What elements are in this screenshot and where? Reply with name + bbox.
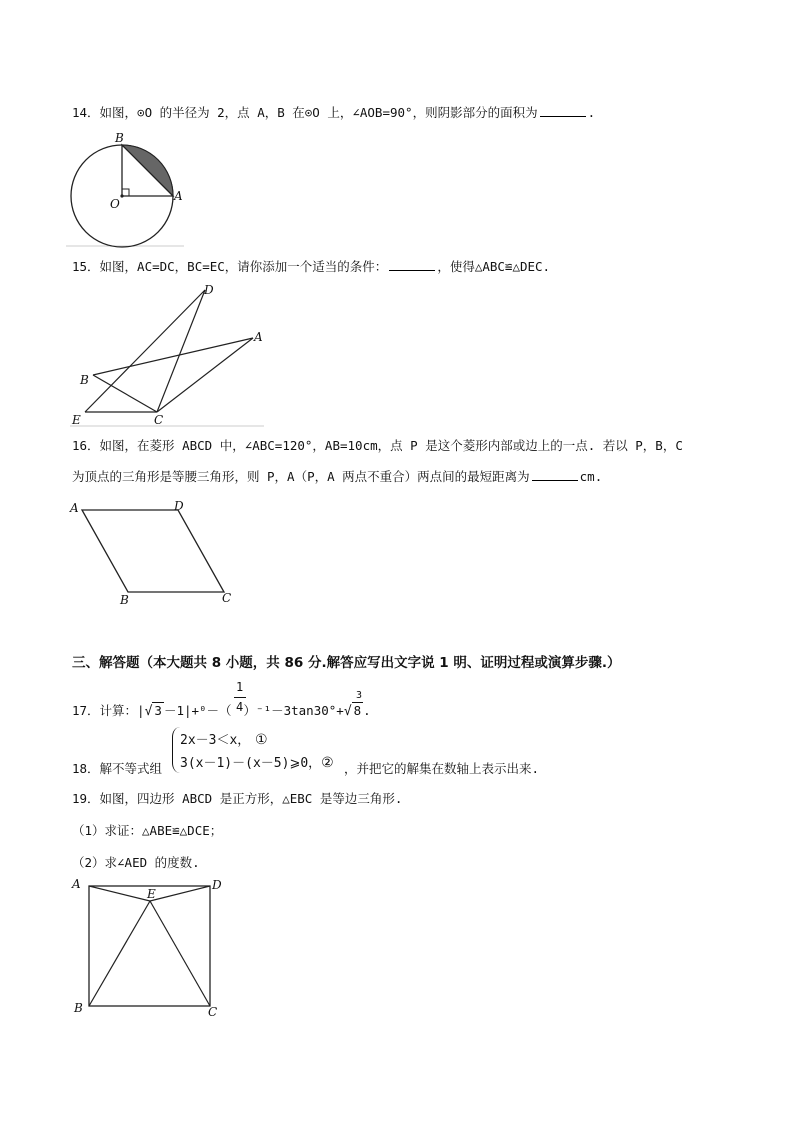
q19-segment-BE	[89, 901, 150, 1006]
q19-label-D: D	[212, 878, 222, 892]
q15-label-D: D	[204, 283, 214, 297]
q14-figure	[62, 126, 190, 250]
q17-frac-den: 4	[236, 700, 244, 714]
q15-answer-blank[interactable]	[389, 258, 435, 271]
q18-suffix: ，并把它的解集在数轴上表示出来.	[344, 761, 540, 776]
q15-text-a: 15．如图，AC=DC，BC=EC，请你添加一个适当的条件：	[72, 259, 388, 274]
q14-answer-blank[interactable]	[540, 104, 586, 117]
q19-label-A: A	[72, 877, 81, 891]
q15-label-B: B	[80, 373, 89, 387]
q14-label-B: B	[115, 131, 124, 145]
q18-inequality-2	[180, 752, 334, 771]
q16-label-D: D	[174, 499, 184, 513]
q16-figure	[66, 496, 246, 612]
q16-rhombus	[82, 510, 224, 592]
q15-text-b: ，使得△ABC≌△DEC.	[437, 259, 551, 274]
q19-text: 19．如图，四边形 ABCD 是正方形，△EBC 是等边三角形.	[72, 791, 403, 806]
q17-part3: ）⁻¹－3tan30°+	[243, 703, 344, 718]
q19-segment-DE	[150, 886, 210, 901]
q15-figure	[68, 280, 268, 430]
q18-prefix: 18．解不等式组	[72, 761, 163, 776]
q19-segment-AE	[89, 886, 150, 901]
q16-label-A: A	[70, 501, 79, 515]
q17-prefix: 17．计算：|	[72, 703, 145, 718]
q17-frac-num: 1	[236, 680, 244, 694]
q19-part1: （1）求证：△ABE≌△DCE；	[72, 823, 223, 838]
q18-ineq2-text: 3(x－1)－(x－5)⩾0，	[180, 756, 322, 771]
q17-part2: －1|+⁰－（	[163, 703, 232, 718]
q15-label-A: A	[254, 330, 263, 344]
q16-line2	[72, 468, 602, 486]
q18-mark1: ①	[255, 732, 268, 748]
q16-answer-blank[interactable]	[532, 468, 578, 481]
q14-center-dot	[120, 194, 123, 197]
section3-title: 三、解答题（本大题共 8 小题，共 86 分.解答应写出文字说 1 明、证明过程或演算步骤.）	[72, 655, 621, 671]
q15-segment-ED	[85, 290, 205, 412]
q18-mark2: ②	[321, 755, 334, 771]
q19-label-B: B	[74, 1001, 83, 1015]
q16-label-C: C	[222, 591, 232, 605]
q14-label-A: A	[174, 189, 183, 203]
q17-cube-index: 3	[356, 690, 363, 701]
q19-segment-CE	[150, 901, 210, 1006]
q17-suffix: .	[363, 703, 371, 718]
q14-label-O: O	[110, 197, 120, 211]
q14-text	[72, 104, 595, 122]
q15-label-C: C	[154, 413, 164, 427]
q19-label-E: E	[147, 887, 156, 901]
q17-text: 17．计算：|√ 3 －1|+⁰－（ ）⁻¹－3tan30°+√ 8 .	[72, 703, 371, 719]
q15-label-E: E	[72, 413, 81, 427]
q17-sqrt8: 8	[353, 703, 362, 718]
q16-label-B: B	[120, 593, 129, 607]
q16-line2-a: 为顶点的三角形是等腰三角形，则 P，A（P，A 两点不重合）两点间的最短距离为	[72, 469, 530, 484]
q16-line1: 16．如图，在菱形 ABCD 中，∠ABC=120°，AB=10cm，点 P 是这个菱形内部或边上的一点. 若以 P，B，C	[72, 438, 683, 453]
q17-sqrt3: 3	[154, 703, 162, 718]
q18-ineq1-text: 2x－3＜x，	[180, 733, 251, 748]
q17-frac-bar	[234, 697, 246, 698]
q14-text-b: .	[587, 105, 596, 120]
q16-line2-b: cm.	[579, 469, 603, 484]
q19-label-C: C	[208, 1005, 218, 1019]
q18-inequality-1	[180, 729, 268, 748]
q19-square	[89, 886, 210, 1006]
q19-part2: （2）求∠AED 的度数.	[72, 855, 200, 870]
q15-text	[72, 258, 550, 276]
q14-text-a: 14．如图，⊙O 的半径为 2，点 A，B 在⊙O 上，∠AOB=90°，则阴影部分的面积为	[72, 105, 538, 120]
q19-figure	[68, 876, 228, 1020]
